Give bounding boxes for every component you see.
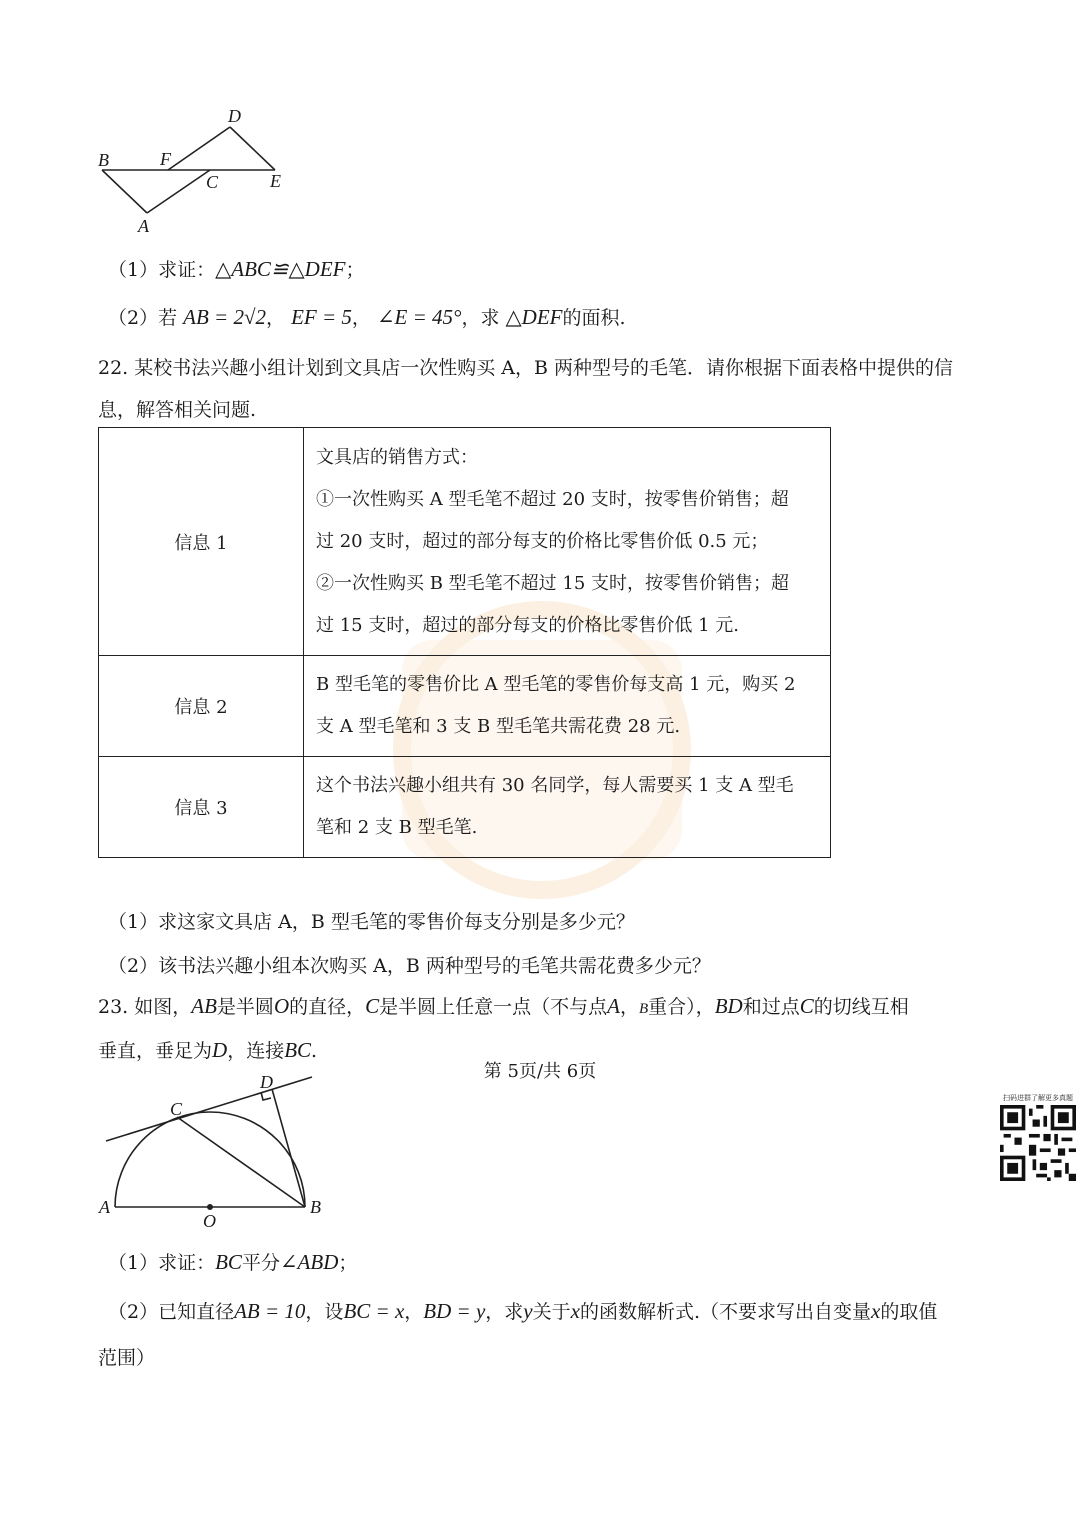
q23-stem-line2: 垂直，垂足为D，连接BC. (98, 1038, 318, 1062)
info-key: 信息 3 (99, 757, 304, 858)
label-c: C (170, 1099, 183, 1119)
info-key: 信息 2 (99, 656, 304, 757)
label-a: A (138, 216, 149, 236)
q23-part2-line2: 范围） (98, 1347, 156, 1369)
label-d: D (228, 106, 241, 126)
q23-part2: （2）已知直径AB = 10，设BC = x，BD = y，求y关于x的函数解析式.（不要求写出自变量x的取值 (108, 1299, 938, 1323)
q23-part1: （1）求证：BC平分∠ABD； (108, 1250, 358, 1274)
info-value: 这个书法兴趣小组共有 30 名同学，每人需要买 1 支 A 型毛 笔和 2 支 B 型毛笔. (304, 757, 831, 858)
page-footer: 第 5页/共 6页 (483, 1061, 597, 1082)
info-table (98, 427, 831, 858)
label-o: O (203, 1211, 216, 1231)
label-d: D (260, 1072, 273, 1092)
table-row (99, 757, 831, 858)
table-row (99, 656, 831, 757)
q22-part1: （1）求这家文具店 A，B 型毛笔的零售价每支分别是多少元？ (108, 911, 635, 933)
label-a: A (99, 1197, 110, 1217)
label-b: B (98, 150, 109, 170)
info-key: 信息 1 (99, 428, 304, 656)
q21-part1: （1）求证：△ABC≌△DEF； (108, 257, 365, 281)
figure-semicircle (90, 1065, 330, 1235)
q22-stem-line2: 息，解答相关问题. (98, 399, 257, 421)
q22-stem-line1: 22. 某校书法兴趣小组计划到文具店一次性购买 A，B 两种型号的毛笔．请你根据下面表格中提供的信 (98, 357, 954, 379)
label-e: E (270, 171, 281, 191)
qr-code-icon (1000, 1105, 1076, 1181)
qr-caption: 扫码进群了解更多真题 (1003, 1094, 1073, 1102)
q23-stem-line1: 23. 如图，AB是半圆O的直径，C是半圆上任意一点（不与点A，B重合），BD和过点C的切线互相 (98, 994, 909, 1018)
q22-part2: （2）该书法兴趣小组本次购买 A，B 两种型号的毛笔共需花费多少元？ (108, 955, 711, 977)
label-b: B (310, 1197, 321, 1217)
figure-triangles (90, 100, 310, 240)
info-value: 文具店的销售方式： ①一次性购买 A 型毛笔不超过 20 支时，按零售价销售；超 过 20 支时，超过的部分每支的价格比零售价低 0.5 元； ②一次性购买 B 型毛笔不超过 15 支时，按零售价销售；超 过 15 支时，超过的部分每支的价格比零售价低 1 元. (304, 428, 831, 656)
label-c: C (206, 172, 219, 192)
q21-part2: （2）若 AB = 2√2， EF = 5， ∠E = 45°，求 △DEF的面积. (108, 305, 626, 329)
label-f: F (160, 149, 171, 169)
info-value: B 型毛笔的零售价比 A 型毛笔的零售价每支高 1 元，购买 2 支 A 型毛笔和 3 支 B 型毛笔共需花费 28 元. (304, 656, 831, 757)
table-row (99, 428, 831, 656)
